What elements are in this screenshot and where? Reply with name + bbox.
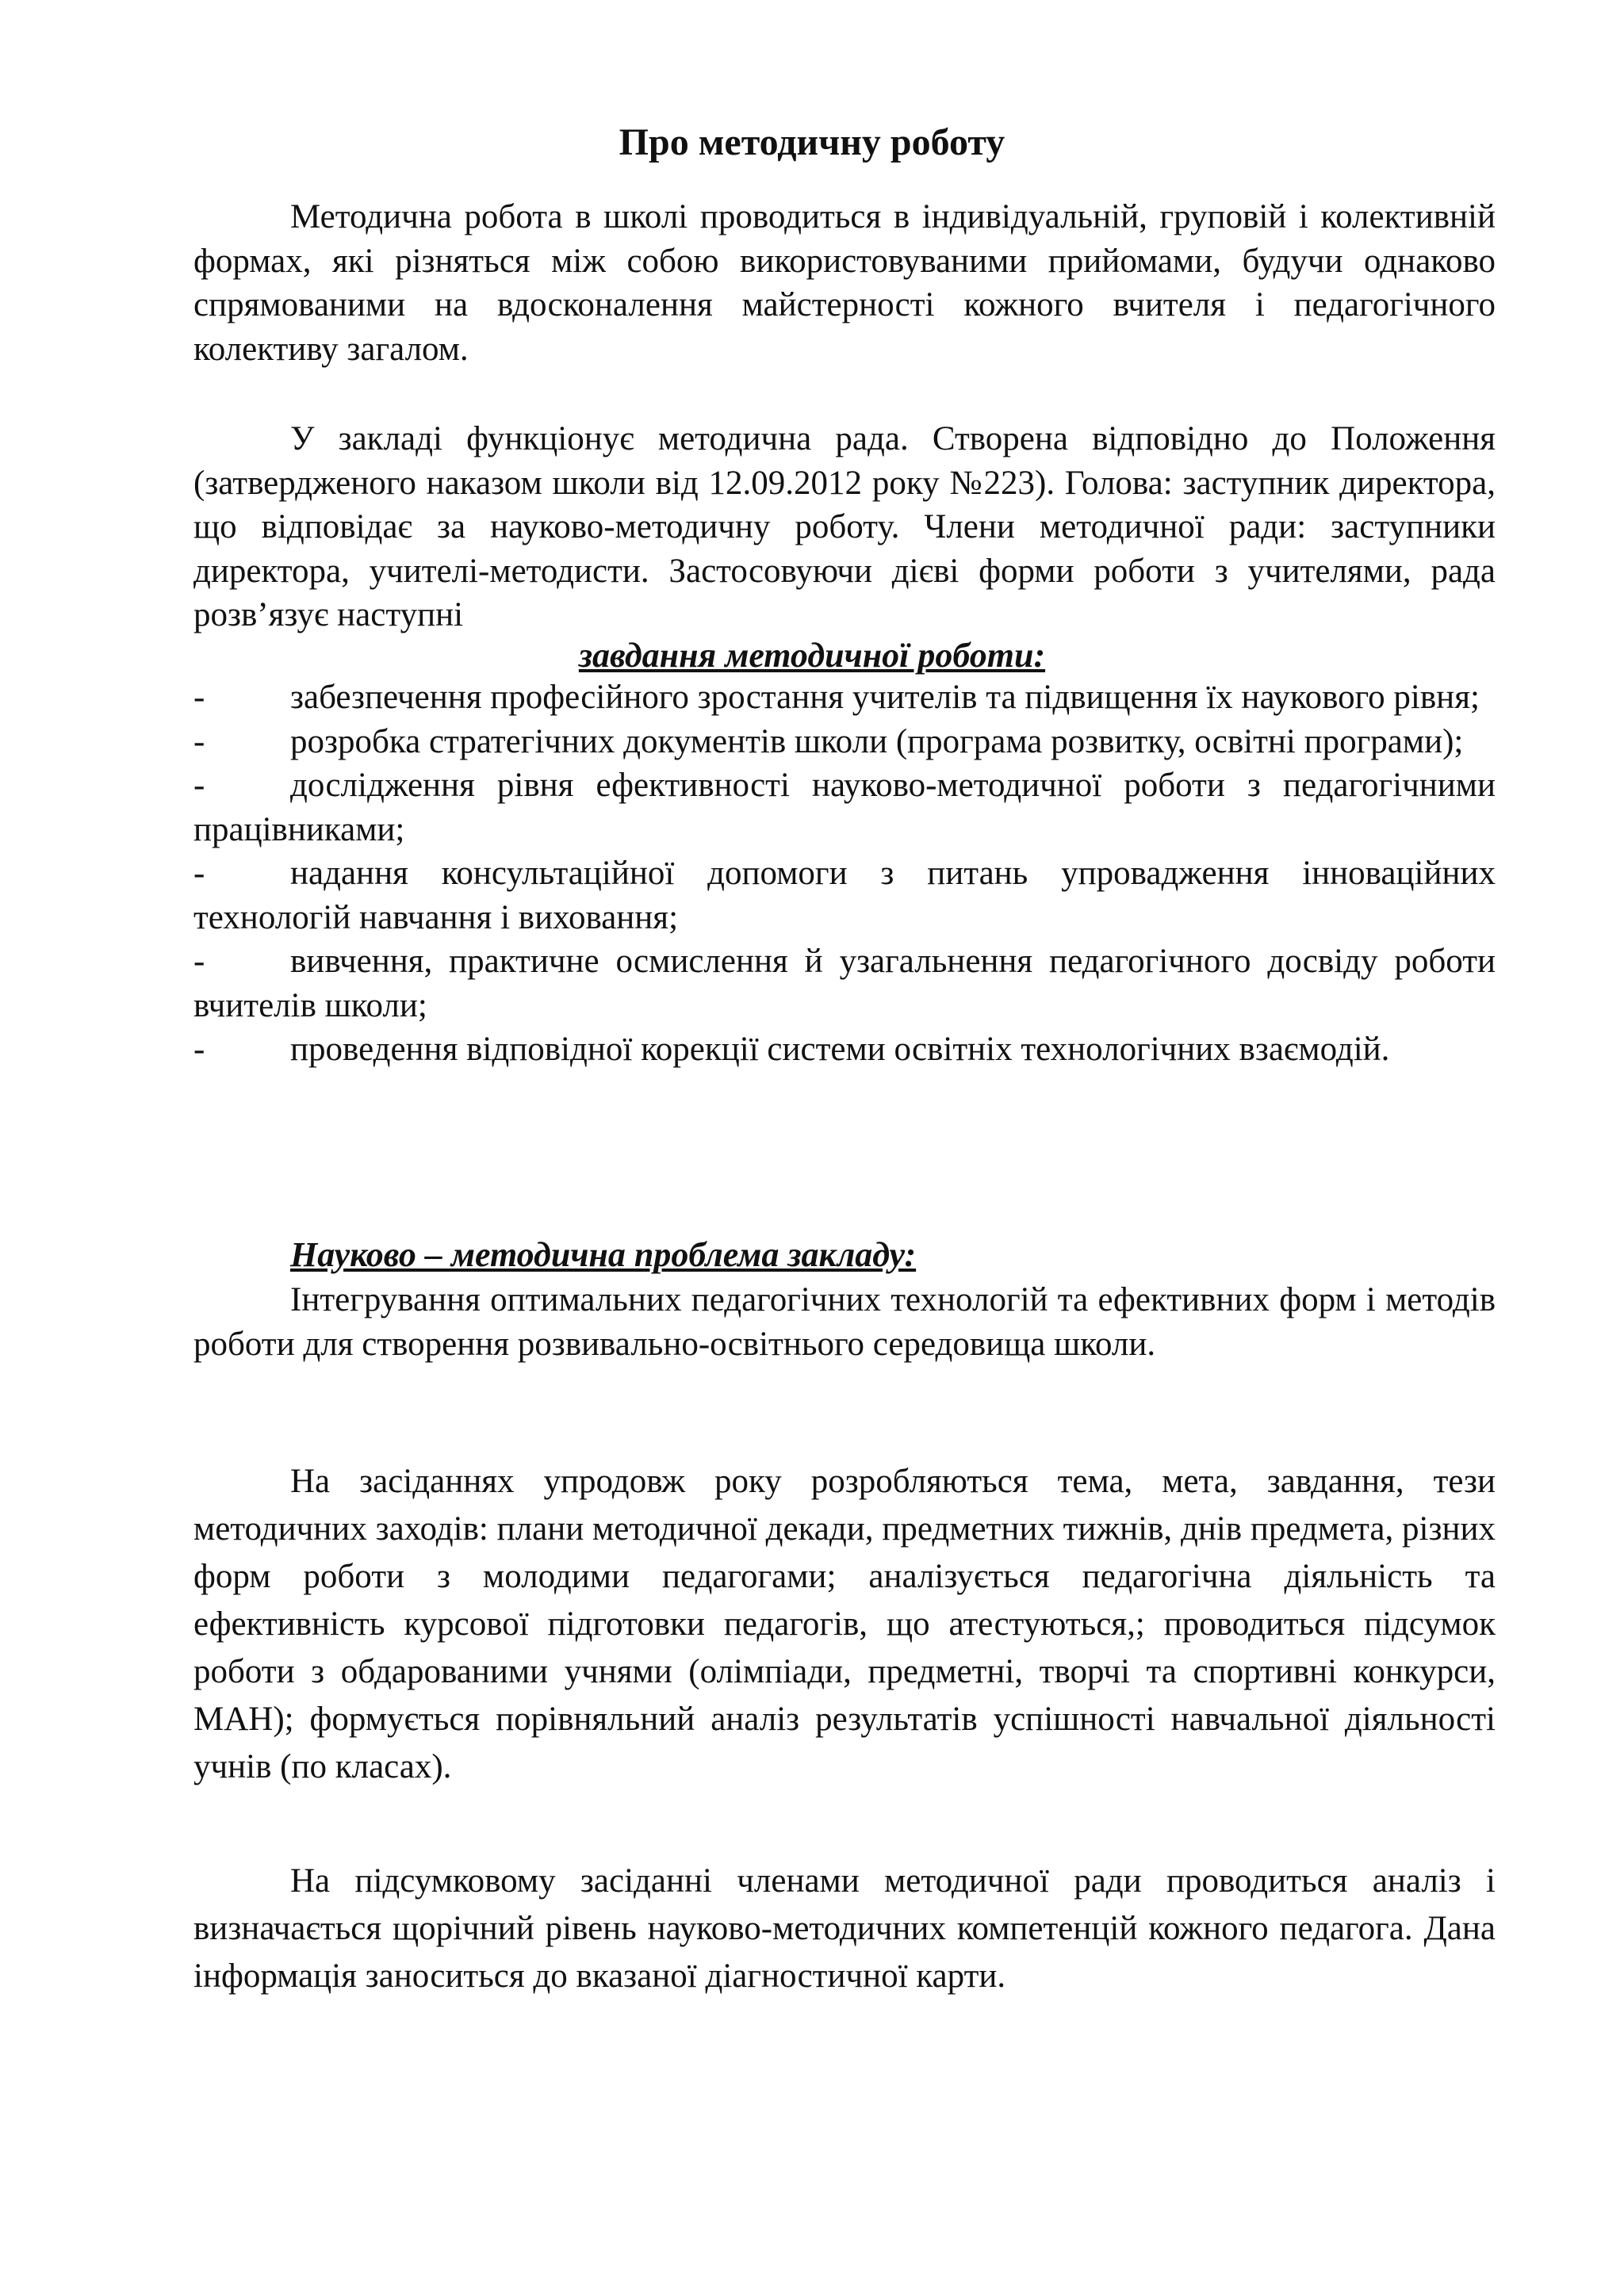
list-item-text: надання консультаційної допомоги з питань упровадження інноваційних технологій навчання і виховання; — [193, 855, 1496, 936]
list-item — [193, 851, 1496, 939]
list-bullet: - — [193, 722, 205, 760]
list-bullet: - — [193, 767, 205, 804]
list-bullet: - — [193, 1031, 205, 1068]
list-item — [193, 1027, 1496, 1072]
tasks-heading: завдання методичної роботи: — [578, 636, 1046, 675]
problem-heading: Науково – методична проблема закладу: — [290, 1235, 917, 1274]
list-item-text: вивчення, практичне осмислення й узагальнення педагогічного досвіду роботи вчителів школи; — [193, 943, 1496, 1024]
list-bullet: - — [193, 855, 205, 892]
page-title: Про методичну роботу — [619, 121, 1005, 163]
list-item-text: проведення відповідної корекції системи освітніх технологічних взаємодій. — [290, 1031, 1390, 1068]
list-item — [193, 720, 1496, 764]
list-bullet: - — [193, 679, 205, 716]
meetings-paragraph: На засіданнях упродовж року розробляються тема, мета, завдання, тези методичних заходів: плани методичної декади, предметних тижнів, днів предмета, різних форм роботи з молодими педагогами; аналізується педагогічна діяльність та ефективність курсової підготовки педагогів, що атестуються,; проводиться підсумок роботи з обдарованими учнями (олімпіади, предметні, творчі та спортивні конкурси, МАН); формується порівняльний аналіз результатів успішності навчальної діяльності учнів (по класах). — [193, 1463, 1496, 1785]
final-meeting-paragraph: На підсумковому засіданні членами методичної ради проводиться аналіз і визначається щорічний рівень науково-методичних компетенцій кожного педагога. Дана інформація заноситься до вказаної діагностичної карти. — [193, 1862, 1496, 1995]
tasks-list — [193, 675, 1496, 1072]
intro-paragraph: Методична робота в школі проводиться в індивідуальній, груповій і колективній формах, які різняться між собою використовуваними прийомами, будучи однаково спрямованими на вдосконалення майстерності кожного вчителя і педагогічного колективу загалом. — [193, 198, 1496, 368]
problem-paragraph: Інтегрування оптимальних педагогічних технологій та ефективних форм і методів роботи для створення розвивально-освітнього середовища школи. — [193, 1281, 1496, 1363]
list-item-text: забезпечення професійного зростання учителів та підвищення їх наукового рівня; — [290, 679, 1480, 716]
methodical-council-paragraph: У закладі функціонує методична рада. Створена відповідно до Положення (затвердженого наказом школи від 12.09.2012 року №223). Голова: заступник директора, що відповідає за науково-методичну роботу. Члени методичної ради: заступники директора, учителі-методисти. Застосовуючи дієві форми роботи з учителями, рада розв’язує наступні — [193, 420, 1496, 633]
list-item — [193, 675, 1496, 720]
list-bullet: - — [193, 943, 205, 980]
list-item — [193, 939, 1496, 1027]
list-item — [193, 763, 1496, 851]
list-item-text: дослідження рівня ефективності науково-методичної роботи з педагогічними працівниками; — [193, 767, 1496, 848]
list-item-text: розробка стратегічних документів школи (програма розвитку, освітні програми); — [290, 722, 1464, 760]
